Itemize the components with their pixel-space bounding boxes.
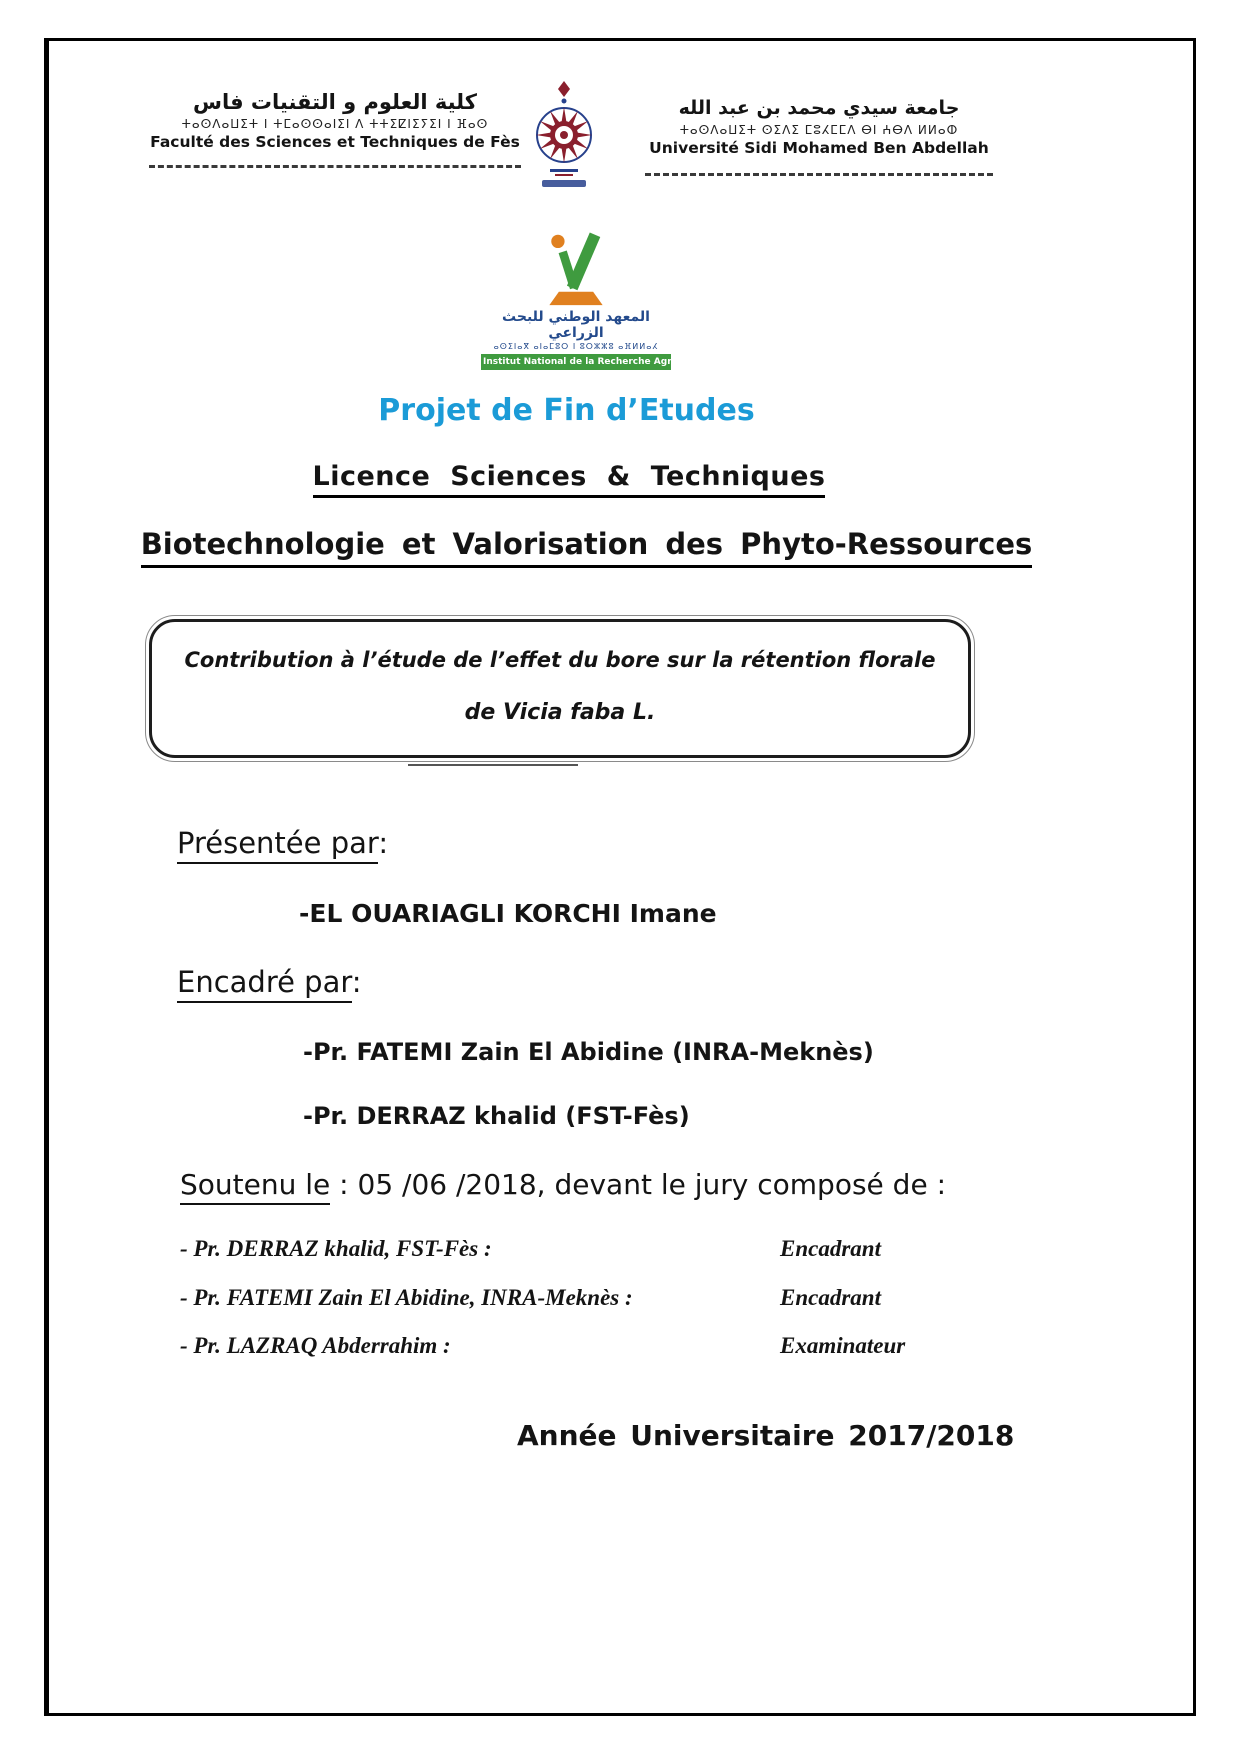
academic-year: Année Universitaire 2017/2018: [517, 1419, 1015, 1452]
jury-member-name: - Pr. LAZRAQ Abderrahim :: [180, 1333, 451, 1359]
usmba-tifinagh-name: ⵜⴰⵙⴷⴰⵡⵉⵜ ⵙⵉⴷⵉ ⵎⵓⵃⵎⵎⴷ ⴱⵏ ⵄⴱⴷ ⵍⵍⴰⵀ: [679, 122, 959, 137]
jury-member-name: - Pr. DERRAZ khalid, FST-Fès :: [180, 1236, 492, 1261]
jury-row: [180, 1235, 1120, 1263]
program-title-text: Biotechnologie et Valorisation des Phyto-Ressources: [141, 527, 1033, 568]
fst-tifinagh-name: ⵜⴰⵙⴷⴰⵡⵉⵜ ⵏ ⵜⵎⴰⵙⵙⴰⵏⵉⵏ ⴷ ⵜⵜⵉⵇⵏⵉⵢⵉⵏ ⵏ ⴼⴰⵙ: [181, 117, 489, 132]
usmba-french-name: Université Sidi Mohamed Ben Abdellah: [649, 138, 989, 157]
jury-row: [180, 1332, 1120, 1360]
jury-member-role: Encadrant: [780, 1236, 881, 1261]
university-seal-icon: [514, 77, 614, 195]
usmba-arabic-name: جامعة سيدي محمد بن عبد الله: [678, 97, 960, 119]
student-name: -EL OUARIAGLI KORCHI Imane: [299, 899, 717, 928]
subject-line-2: de Vicia faba L.: [464, 700, 656, 725]
inra-plant-icon: [528, 229, 624, 307]
subject-line-1: Contribution à l’étude de l’effet du bore sur la rétention florale: [184, 648, 936, 672]
supervised-by-label: [177, 965, 362, 999]
defense-date-label: Soutenu le: [180, 1168, 330, 1205]
supervisor-1: -Pr. FATEMI Zain El Abidine (INRA-Meknès): [303, 1038, 874, 1066]
presented-by-label: [177, 826, 388, 860]
inra-french-name: Institut National de la Recherche Agronomique: [481, 354, 671, 370]
presented-by-colon: :: [378, 826, 389, 860]
supervisor-2: -Pr. DERRAZ khalid (FST-Fès): [303, 1102, 690, 1130]
thesis-subject-box: [149, 619, 971, 758]
jury-member-role: Encadrant: [780, 1284, 881, 1310]
defense-date-rest: : 05 /06 /2018, devant le jury composé de :: [330, 1168, 947, 1201]
degree-title: [49, 461, 1089, 492]
jury-row: [180, 1284, 1120, 1312]
project-title: Projet de Fin d’Etudes: [378, 393, 755, 428]
inra-tifinagh-name: ⴰⵙⵉⵏⴰⴳ ⴰⵏⴰⵎⵓⵔ ⵏ ⵓⵔⵣⵣⵓ ⴰⴼⵍⵍⴰⵃ: [493, 342, 659, 351]
fst-arabic-name: كلية العلوم و التقنيات فاس: [193, 90, 477, 114]
header-usmba: [645, 97, 993, 176]
fst-french-name: Faculté des Sciences et Techniques de Fès: [150, 133, 520, 152]
jury-member-role: Examinateur: [780, 1333, 906, 1359]
inra-arabic-name: المعهد الوطني للبحث الزراعي: [502, 309, 650, 341]
supervised-by-colon: :: [351, 965, 362, 999]
defense-date-line: [180, 1168, 946, 1201]
presented-by-label-text: Présentée par: [177, 826, 378, 864]
program-title: [49, 527, 1124, 561]
jury-list: [180, 1235, 1120, 1381]
supervised-by-label-text: Encadré par: [177, 965, 352, 1003]
jury-member-name: - Pr. FATEMI Zain El Abidine, INRA-Meknès :: [180, 1284, 633, 1310]
inra-logo-block: [481, 229, 722, 370]
page-frame: [44, 38, 1196, 1716]
degree-title-text: Licence Sciences & Techniques: [313, 461, 826, 498]
header-fst: [149, 89, 521, 168]
